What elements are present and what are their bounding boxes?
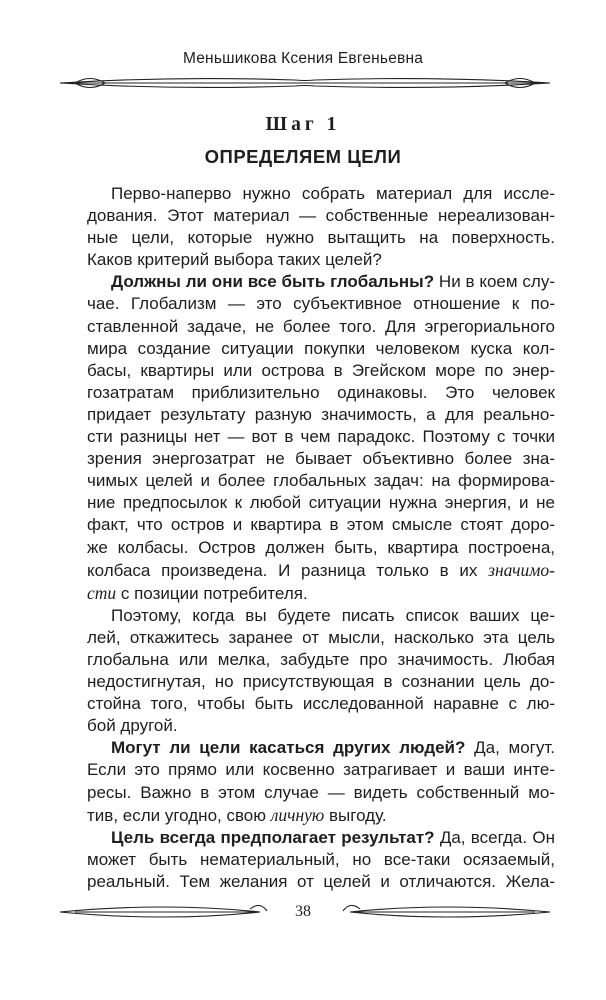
text-line [87,338,555,360]
text-line [87,871,555,893]
text-run: гозатратам приблизительно одинаковы. Это человек [87,382,555,402]
text-run: выгоду. [324,805,387,825]
text-run: ресы. Важно в этом случае — видеть собственный мо- [87,782,555,802]
text-run: Каков критерий выбора таких целей? [87,250,382,270]
text-run: Да, могут. [465,738,555,758]
body-text [87,183,555,893]
text-line [87,671,555,693]
text-run: Поэтому, когда вы будете писать список ваших це- [111,605,555,625]
italic-emphasis: сти [87,582,117,603]
text-line [87,627,555,649]
text-line [87,759,555,781]
text-line [87,382,555,404]
text-run: чае. Глобализм — это субъективное отношение к по- [87,294,555,314]
text-run: придает результату разную значимость, а для реально- [87,404,555,424]
text-run: чимых целей и более глобальных задач: на формирова- [87,471,555,491]
paragraph [87,605,555,738]
italic-emphasis: личную [270,804,325,825]
bold-question: Могут ли цели касаться других людей? [111,738,466,758]
text-line [87,737,555,759]
text-run: мира создание ситуации покупки человеком куска кол- [87,338,555,358]
text-line [87,649,555,671]
paragraph [87,737,555,826]
text-line [87,804,555,827]
text-run: Да, всегда. Он [434,827,555,847]
text-line [87,448,555,470]
paragraph [87,271,555,604]
text-line [87,537,555,559]
text-line [87,316,555,338]
paragraph [87,183,555,271]
text-run: Перво-наперво нужно собрать материал для иссле- [111,184,555,203]
chapter-title: ОПРЕДЕЛЯЕМ ЦЕЛИ [204,146,402,167]
text-line [87,404,555,426]
text-line [87,582,555,605]
text-line [87,227,555,249]
text-line [87,426,555,448]
text-run: же колбасы. Остров должен быть, квартира построена, [87,537,555,557]
text-line [87,782,555,804]
text-run: зрения энергозатрат не бывает объективно более зна- [87,449,555,469]
text-line [87,205,555,227]
text-run: тив, если угодно, свою [87,805,271,825]
text-run: Ни в коем слу- [434,272,555,292]
text-run: бой другой. [87,716,178,736]
text-line [87,715,555,737]
text-line [87,559,555,582]
top-ornament [55,68,555,98]
italic-emphasis: значимо- [488,559,555,580]
paragraph [87,827,555,893]
text-line [87,293,555,315]
text-line [87,827,555,849]
text-run: лей, откажитесь заранее от мысли, насколько эта цель [87,627,555,647]
text-line [87,849,555,871]
text-run: глобальна или мелка, забудьте про значимость. Любая [87,649,555,669]
text-line [87,271,555,293]
text-run: стойна того, чтобы быть исследованной наравне с лю- [87,694,555,714]
text-line [87,605,555,627]
bold-question: Цель всегда предполагает результат? [111,827,435,847]
text-run: факт, что остров и квартира в этом смысле стоят доро- [87,515,555,535]
text-run: Если это прямо или косвенно затрагивает и ваши инте- [87,760,555,780]
text-run: недостигнутая, но присутствующая в сознании цель до- [87,672,555,692]
bold-question: Должны ли они все быть глобальны? [111,272,435,292]
text-run: с позиции потребителя. [116,583,308,603]
text-run: ные цели, которые нужно вытащить на поверхность. [87,228,555,248]
text-line [87,514,555,536]
text-run: ставленной задаче, не более того. Для эгрегориального [87,316,555,336]
text-line [87,492,555,514]
page-number: 38 [295,903,311,920]
step-title: Шаг 1 [265,114,341,135]
text-run: дования. Этот материал — собственные нереализован- [87,206,555,226]
text-line [87,183,555,205]
text-run: может быть нематериальный, но все-таки осязаемый, [87,849,555,869]
text-run: ние предпосылок к любой ситуации нужна энергия, и не [87,493,555,513]
text-line [87,249,555,271]
text-run: колбаса произведена. И разница только в их [87,560,489,580]
text-run: реальный. Тем желания от целей и отличаются. Жела- [87,871,555,891]
header-author: Меньшикова Ксения Евгеньевна [182,50,424,67]
text-line [87,360,555,382]
text-run: басы, квартиры или острова в Эгейском море по энер- [87,360,555,380]
text-run: сти разницы нет — вот в чем парадокс. Поэтому с точки [87,427,555,447]
text-line [87,470,555,492]
text-line [87,693,555,715]
